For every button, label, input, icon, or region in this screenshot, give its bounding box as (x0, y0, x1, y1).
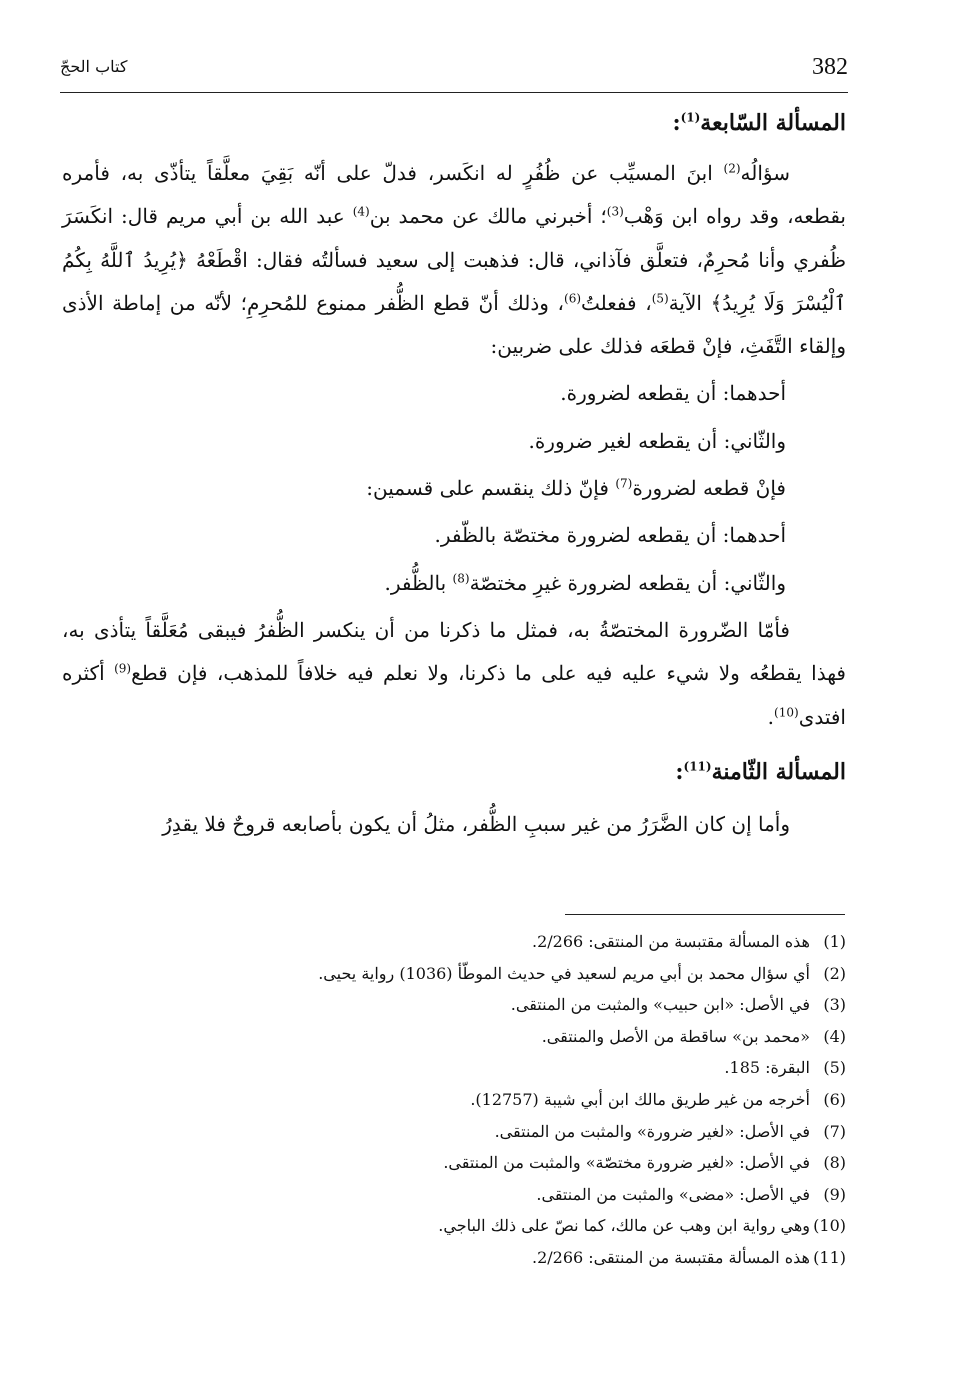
footnote-ref: (8) (452, 571, 470, 586)
footnote-ref: (1) (680, 110, 701, 125)
footnotes-list (62, 926, 846, 1274)
paragraph-2: فأمّا الضّرورة المختصّةُ به، فمثل ما ذكرنا من أن ينكسر الظُّفرُ فيبقى مُعَلَّقاً يتأذى به، فهذا يقطعُه ولا شيء عليه فيه على ما ذكرنا، ولا نعلم فيه خلافاً للمذهب، فإن قطع$^{(9)}$ أكثره افتدى$^{(10)}$. (62, 617, 846, 729)
footnote-ref: (11) (683, 759, 712, 774)
footnote-ref: (4) (352, 204, 370, 219)
footnote-ref: (3) (606, 204, 624, 219)
footnote-item: (6)أخرجه من غير طريق مالك ابن أبي شيبة (12757). (470, 1089, 846, 1109)
footnote-ref: (5) (651, 291, 669, 306)
footnote-item: (10)وهي رواية ابن وهب عن مالك، كما نصّ على ذلك الباجي. (438, 1216, 846, 1236)
footnote-item: (8)في الأصل: «لغير ضرورة مختصّة» والمثبت من المنتقى. (443, 1153, 846, 1173)
section-heading-seventh: المسألة السّابعة$^{(1)}$: (672, 110, 846, 136)
division-item-5: والثّاني: أن يقطعه لضرورة غيرِ مختصّة$^{(8)}$ بالظُّفر. (384, 570, 786, 595)
page-header (60, 52, 848, 93)
footnote-item: (1)هذه المسألة مقتبسة من المنتقى: 2/266. (532, 932, 846, 951)
footnote-item: (9)في الأصل: «مضى» والمثبت من المنتقى. (536, 1184, 846, 1204)
paragraph-1: سؤالُه$^{(2)}$ ابنَ المسيِّب عن ظُفُرٍ له انكَسر، فدلّ على أنّه بَقِيَ معلَّقاً يتأذّى به، فأمره بقطعه، وقد رواه ابن وَهْب$^{(3)}$؛ أخبرني مالك عن محمد بن$^{(4)}$ عبد الله بن أبي مريم قال: انكَسَرَ ظُفري وأنا مُحرِمٌ، فتعلَّق فآذاني، قال: فذهبت إلى سعيد فسألتُه فقال: اقْطَعْهُ ﴿يُرِيدُ ٱللَّهُ بِكُمُ ٱلْيُسْرَ وَلَا يُرِيدُ﴾ الآية$^{(5)}$، ففعلتُ$^{(6)}$، وذلك أنّ قطع الظُّفر ممنوع للمُحرِمِ؛ لأنّه من إماطة الأذى وإلقاء التَّفَثِ، فإنْ قطعَه فذلك على ضربين: (62, 161, 847, 359)
footnote-ref: (2) (723, 161, 741, 176)
section-heading-eighth: المسألة الثّامنة$^{(11)}$: (675, 758, 846, 785)
division-item-1: أحدهما: أن يقطعه لضرورة. (560, 381, 786, 406)
footnote-item: (5)البقرة: 185. (724, 1058, 846, 1078)
footnote-item: (3)في الأصل: «ابن حبيب» والمثبت من المنتقى. (510, 995, 846, 1015)
page-number: 382 (812, 54, 848, 80)
footnote-item: (2)أي سؤال محمد بن أبي مريم لسعيد في حديث الموطّأ (1036) رواية يحيى. (318, 963, 846, 983)
footnote-ref: (6) (564, 291, 582, 306)
footnote-item: (7)في الأصل: «لغير ضرورة» والمثبت من المنتقى. (494, 1121, 846, 1141)
paragraph-3: وأما إن كان الضَّرَرُ من غير سببِ الظُّفر، مثلُ أن يكون بأصابعه قروحٌ فلا يقدِرُ (162, 811, 790, 836)
main-text (62, 98, 846, 846)
footnote-separator (565, 914, 845, 915)
footnote-ref: (9) (114, 661, 132, 676)
running-title: كتاب الحجّ (60, 57, 128, 76)
footnote-item: (11)هذه المسألة مقتبسة من المنتقى: 2/266. (532, 1247, 846, 1267)
footnote-item: (4)«محمد بن» ساقطة من الأصل والمنتقى. (541, 1026, 846, 1046)
footnote-ref: (10) (774, 704, 799, 719)
footnote-ref: (7) (615, 476, 633, 491)
division-item-4: أحدهما: أن يقطعه لضرورة مختصّة بالظّفر. (434, 523, 786, 548)
division-item-3: فإنْ قطعه لضرورة$^{(7)}$ فإنّ ذلك ينقسم على قسمين: (366, 476, 786, 501)
division-item-2: والثّاني: أن يقطعه لغير ضرورة. (528, 428, 786, 453)
